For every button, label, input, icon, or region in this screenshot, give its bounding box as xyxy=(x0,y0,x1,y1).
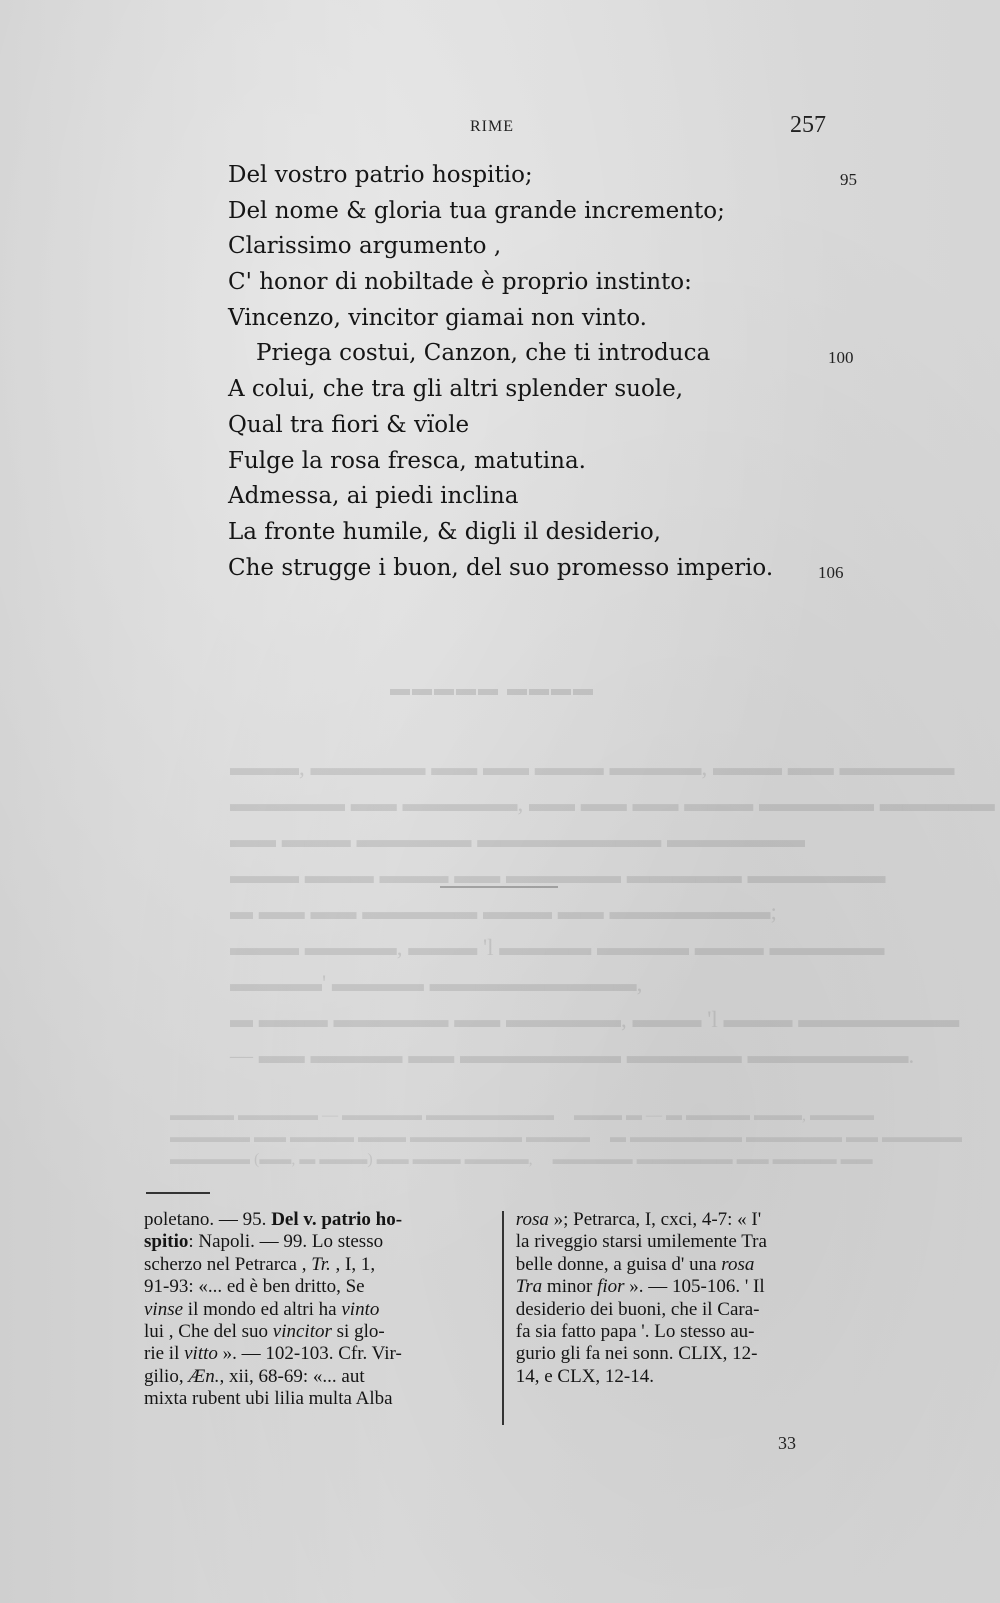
verse-line xyxy=(228,479,868,515)
line-number: 106 xyxy=(818,562,844,582)
verse-text: Del nome & gloria tua grande incremento; xyxy=(228,197,725,224)
footnote-line: Tra minor fior ». — 105-106. ' Il xyxy=(515,1276,765,1298)
footnote-line: scherzo nel Petrarca , Tr. , I, 1, xyxy=(144,1253,376,1275)
footnote-column-right xyxy=(504,1209,864,1427)
verse-line xyxy=(228,336,868,372)
signature-mark: 33 xyxy=(778,1433,796,1453)
verse-text: Clarissimo argumento , xyxy=(228,233,502,260)
footnote-line: gilio, Æn., xii, 68-69: «... aut xyxy=(144,1365,365,1387)
footnote-line: desiderio dei buoni, che il Cara- xyxy=(515,1298,760,1320)
page-number: 257 xyxy=(790,112,826,138)
footnote-line: belle donne, a guisa d' una rosa xyxy=(515,1253,755,1275)
show-through-verses: ▬▬▬, ▬▬▬▬▬ ▬▬ ▬▬ ▬▬▬ ▬▬▬▬, ▬▬▬ ▬▬ ▬▬▬▬▬ ▬▬▬▬▬ ▬▬ ▬▬▬▬▬, ▬▬ ▬▬ ▬▬ ▬▬▬ ▬▬▬▬▬ ▬▬▬▬▬ ▬▬ ▬▬▬ ▬▬▬▬▬ ▬▬▬▬▬▬▬▬ ▬▬▬▬▬▬ ▬▬▬ ▬▬▬ ▬▬▬ ▬▬ ▬▬▬▬▬ ▬▬▬▬▬ ▬▬▬▬▬▬ ▬ ▬▬ ▬▬ ▬▬▬▬▬ ▬▬▬ ▬▬ ▬▬▬▬▬▬▬; ▬▬▬ ▬▬▬▬, ▬▬▬ 'l ▬▬▬▬ ▬▬▬▬ ▬▬▬ ▬▬▬▬▬ ▬▬▬▬' ▬▬▬▬ ▬▬▬▬▬▬▬▬▬, ▬ ▬▬▬ ▬▬▬▬▬ ▬▬ ▬▬▬▬▬, ▬▬▬ 'l ▬▬▬ ▬▬▬▬▬▬▬ — ▬▬ ▬▬▬▬ ▬▬ ▬▬▬▬▬▬▬ ▬▬▬▬▬ ▬▬▬▬▬▬▬. xyxy=(230,755,995,1068)
footnote-line: lui , Che del suo vincitor si glo- xyxy=(144,1320,385,1342)
footnote-line: gurio gli fa nei sonn. CLIX, 12- xyxy=(515,1343,758,1365)
verse-line xyxy=(228,265,868,301)
verse-line xyxy=(228,301,868,337)
verse-line xyxy=(228,444,868,480)
footnote-column-left xyxy=(144,1209,502,1427)
footnote-line: mixta rubent ubi lilia multa Alba xyxy=(144,1388,393,1410)
running-title: RIME xyxy=(470,118,514,135)
footnotes xyxy=(144,1209,864,1427)
verse-text: Che strugge i buon, del suo promesso imperio. xyxy=(228,554,774,581)
verse-text: A colui, che tra gli altri splender suole, xyxy=(228,376,684,403)
show-through-title: ▬▬▬▬▬ ▬▬▬▬ xyxy=(390,678,595,700)
footnote-line: rosa »; Petrarca, I, cxci, 4-7: « I' xyxy=(515,1209,762,1230)
show-through-notes: ▬▬▬▬ ▬▬▬▬▬ — ▬▬▬▬▬ ▬▬▬▬▬▬▬▬ ▬▬▬ ▬ — ▬ ▬▬▬▬ ▬▬▬, ▬▬▬▬ ▬▬▬▬▬ ▬▬ ▬▬▬▬ ▬▬▬ ▬▬▬▬▬▬▬ ▬▬▬▬ ▬ ▬▬▬▬▬▬▬ ▬▬▬▬▬▬ ▬▬ ▬▬▬▬▬ ▬▬▬▬▬ (▬▬, ▬ ▬▬▬) ▬▬ ▬▬▬ ▬▬▬▬, ▬▬▬▬▬ ▬▬▬▬▬▬ ▬▬ ▬▬▬▬ ▬▬ xyxy=(170,1107,962,1168)
verse-text: Priega costui, Canzon, che ti introduca xyxy=(256,340,711,367)
verse-line xyxy=(228,158,868,194)
footnote-rule xyxy=(146,1192,210,1194)
verse-line xyxy=(228,551,868,587)
footnote-line: vinse il mondo ed altri ha vinto xyxy=(144,1298,380,1320)
footnote-line: fa sia fatto papa '. Lo stesso au- xyxy=(515,1320,755,1342)
verse-line xyxy=(228,194,868,230)
line-number: 100 xyxy=(828,348,854,368)
verse-text: Qual tra fiori & vïole xyxy=(228,411,470,438)
line-number: 95 xyxy=(840,170,857,189)
verse-text: C' honor di nobiltade è proprio instinto: xyxy=(228,269,692,296)
footnote-line: rie il vitto ». — 102-103. Cfr. Vir- xyxy=(144,1343,402,1365)
verse-line xyxy=(228,372,868,408)
verse-text: La fronte humile, & digli il desiderio, xyxy=(228,518,661,545)
verse-text: Fulge la rosa fresca, matutina. xyxy=(228,447,586,474)
footnote-line: poletano. — 95. Del v. patrio ho- xyxy=(144,1209,403,1230)
verse-line xyxy=(228,515,868,551)
footnote-line: 91-93: «... ed è ben dritto, Se xyxy=(144,1276,365,1298)
verse-text: Vincenzo, vincitor giamai non vinto. xyxy=(228,304,647,331)
poem-stanza xyxy=(228,158,868,586)
footnote-line: la riveggio starsi umilemente Tra xyxy=(515,1231,767,1253)
show-through-rule xyxy=(440,886,558,888)
verse-text: Admessa, ai piedi inclina xyxy=(228,483,519,510)
verse-line xyxy=(228,229,868,265)
verse-text: Del vostro patrio hospitio; xyxy=(228,162,533,188)
verse-line xyxy=(228,408,868,444)
footnote-line: spitio: Napoli. — 99. Lo stesso xyxy=(144,1231,384,1253)
footnote-line: 14, e CLX, 12-14. xyxy=(515,1365,655,1387)
